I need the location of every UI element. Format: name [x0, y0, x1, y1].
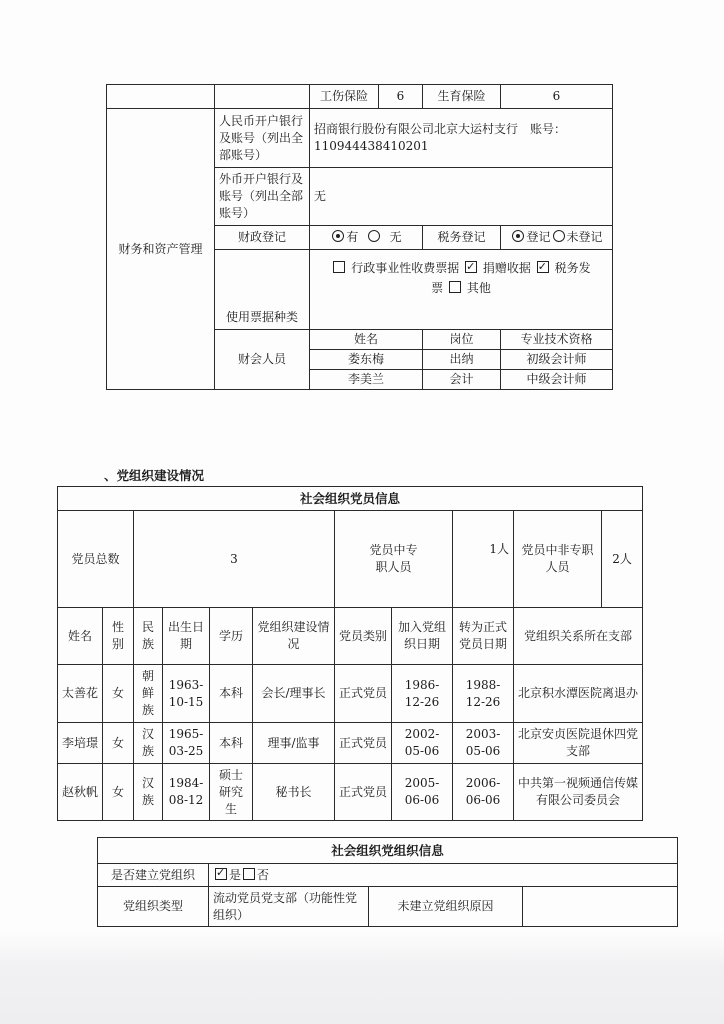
acct-row-qual: 中级会计师 — [501, 370, 613, 390]
org-reason-value — [523, 887, 678, 927]
invoice-opt3-label-cont: 票 — [431, 281, 444, 295]
invoice-opt4-label: 其他 — [466, 281, 491, 295]
member-branch: 北京积水潭医院离退办 — [514, 665, 643, 723]
member-total-value: 3 — [134, 511, 335, 608]
member-birth: 1984-08-12 — [163, 764, 210, 821]
finance-section-label: 财务和资产管理 — [107, 109, 215, 390]
member-ethnicity: 朝鲜族 — [134, 665, 163, 723]
party-org-table — [97, 837, 678, 927]
fx-account-label: 外币开户银行及账号（列出全部账号） — [215, 168, 310, 226]
member-education: 本科 — [210, 723, 253, 764]
fiscal-registration-options — [310, 226, 423, 250]
org-established-options — [209, 864, 678, 887]
fiscal-no-radio[interactable] — [368, 230, 380, 242]
fulltime-value: 1人 — [453, 511, 514, 608]
tax-yes-radio[interactable] — [512, 230, 524, 242]
tax-no-radio[interactable] — [553, 230, 565, 242]
org-reason-label: 未建立党组织原因 — [369, 887, 523, 927]
parttime-value: 2人 — [601, 511, 642, 607]
party-section-title: 、党组织建设情况 — [104, 468, 205, 483]
member-header-role: 党组织建设情况 — [253, 608, 335, 665]
member-header-full-date: 转为正式党员日期 — [453, 608, 514, 665]
rmb-account-value: 招商银行股份有限公司北京大运村支行 账号：110944438410201 — [310, 109, 613, 168]
member-join-date: 2002-05-06 — [392, 723, 453, 764]
finance-section-cell-top — [107, 85, 215, 109]
fx-account-value: 无 — [310, 168, 613, 226]
acct-header-qual: 专业技术资格 — [501, 330, 613, 350]
invoice-opt1-label: 行政事业性收费票据 — [351, 261, 460, 275]
member-header-education: 学历 — [210, 608, 253, 665]
member-table-title: 社会组织党员信息 — [58, 487, 643, 511]
tax-yes-label: 登记 — [526, 230, 551, 244]
acct-row-post: 会计 — [423, 370, 501, 390]
invoice-opt2-label: 捐赠收据 — [482, 261, 531, 275]
member-branch: 北京安贞医院退休四党支部 — [514, 723, 643, 764]
acct-row-qual: 初级会计师 — [501, 350, 613, 370]
member-full-date: 1988-12-26 — [453, 665, 514, 723]
invoice-opt3-label: 税务发 — [554, 261, 591, 275]
tax-registration-label: 税务登记 — [423, 226, 501, 250]
invoice-opt4-checkbox[interactable] — [449, 281, 461, 293]
fiscal-registration-label: 财政登记 — [215, 226, 310, 250]
acct-row-name: 娄东梅 — [310, 350, 423, 370]
member-category: 正式党员 — [335, 665, 392, 723]
table-row — [58, 764, 643, 821]
acct-header-name: 姓名 — [310, 330, 423, 350]
member-gender: 女 — [103, 723, 134, 764]
member-ethnicity: 汉族 — [134, 764, 163, 821]
org-type-label: 党组织类型 — [98, 887, 209, 927]
fiscal-yes-radio[interactable] — [332, 230, 344, 242]
member-ethnicity: 汉族 — [134, 723, 163, 764]
member-total-label: 党员总数 — [58, 511, 134, 608]
acct-header-post: 岗位 — [423, 330, 501, 350]
member-join-date: 1986-12-26 — [392, 665, 453, 723]
member-gender: 女 — [103, 665, 134, 723]
accounting-staff-label: 财会人员 — [215, 330, 310, 390]
parttime-cell — [514, 511, 643, 608]
injury-insurance-value: 6 — [379, 85, 423, 109]
maternity-insurance-value: 6 — [501, 85, 613, 109]
member-role: 理事/监事 — [253, 723, 335, 764]
member-full-date: 2006-06-06 — [453, 764, 514, 821]
injury-insurance-label: 工伤保险 — [310, 85, 379, 109]
member-header-branch: 党组织关系所在支部 — [514, 608, 643, 665]
member-birth: 1963-10-15 — [163, 665, 210, 723]
org-established-no-checkbox[interactable] — [243, 868, 255, 880]
table-row — [58, 723, 643, 764]
member-category: 正式党员 — [335, 764, 392, 821]
maternity-insurance-label: 生育保险 — [423, 85, 501, 109]
member-branch: 中共第一视频通信传媒有限公司委员会 — [514, 764, 643, 821]
finance-table — [106, 84, 613, 390]
member-gender: 女 — [103, 764, 134, 821]
invoice-opt3-checkbox[interactable] — [537, 261, 549, 273]
member-category: 正式党员 — [335, 723, 392, 764]
member-education: 硕士研究生 — [210, 764, 253, 821]
tax-registration-options — [501, 226, 613, 250]
invoice-type-options — [310, 250, 613, 330]
member-education: 本科 — [210, 665, 253, 723]
org-established-yes-label: 是 — [229, 867, 242, 882]
acct-row-name: 李美兰 — [310, 370, 423, 390]
invoice-opt2-checkbox[interactable] — [465, 261, 477, 273]
member-name: 李培璟 — [58, 723, 103, 764]
member-header-category: 党员类别 — [335, 608, 392, 665]
rmb-account-label: 人民币开户银行及账号（列出全部账号） — [215, 109, 310, 168]
scan-shadow — [0, 930, 724, 1024]
party-member-table — [57, 486, 643, 821]
tax-no-label: 未登记 — [566, 230, 603, 244]
member-name: 太善花 — [58, 665, 103, 723]
table-row — [58, 665, 643, 723]
fiscal-no-label: 无 — [389, 230, 402, 244]
parttime-label: 党员中非专职人员 — [521, 543, 594, 574]
member-header-ethnicity: 民族 — [134, 608, 163, 665]
member-role: 秘书长 — [253, 764, 335, 821]
member-full-date: 2003-05-06 — [453, 723, 514, 764]
invoice-type-label: 使用票据种类 — [215, 250, 310, 330]
member-header-gender: 性别 — [103, 608, 134, 665]
org-type-value: 流动党员党支部（功能性党组织） — [209, 887, 369, 927]
member-join-date: 2005-06-06 — [392, 764, 453, 821]
fulltime-label: 党员中专职人员 — [335, 511, 453, 608]
blank-cell — [215, 85, 310, 109]
member-name: 赵秋帆 — [58, 764, 103, 821]
member-role: 会长/理事长 — [253, 665, 335, 723]
org-established-label: 是否建立党组织 — [98, 864, 209, 887]
member-header-birth: 出生日期 — [163, 608, 210, 665]
org-table-title: 社会组织党组织信息 — [98, 838, 678, 864]
org-established-no-label: 否 — [257, 867, 270, 882]
invoice-opt1-checkbox[interactable] — [333, 261, 345, 273]
member-header-name: 姓名 — [58, 608, 103, 665]
acct-row-post: 出纳 — [423, 350, 501, 370]
member-birth: 1965-03-25 — [163, 723, 210, 764]
member-header-join-date: 加入党组织日期 — [392, 608, 453, 665]
org-established-yes-checkbox[interactable] — [215, 868, 227, 880]
fiscal-yes-label: 有 — [346, 230, 359, 244]
